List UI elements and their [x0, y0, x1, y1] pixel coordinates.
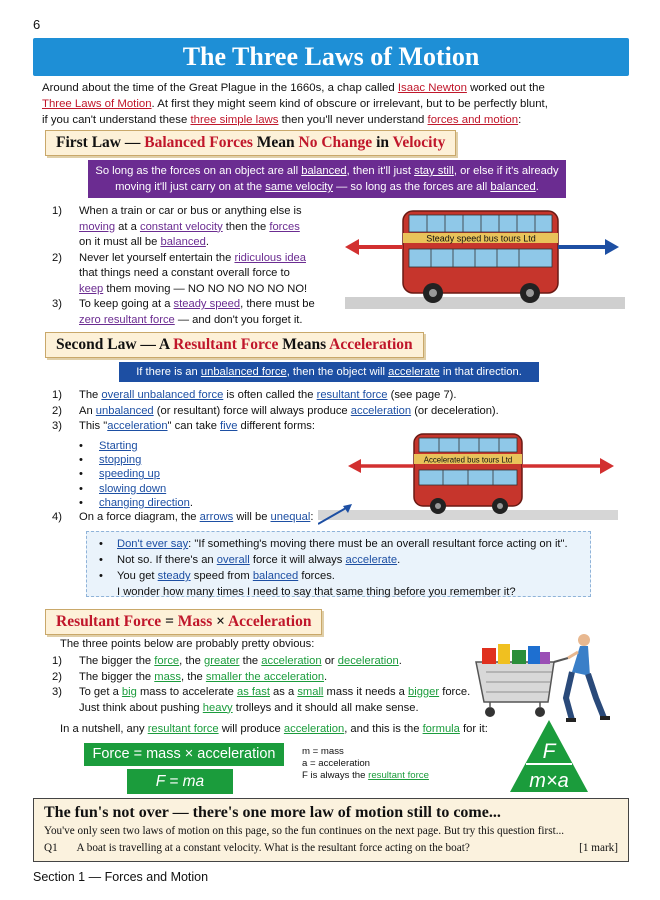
nutshell-line: In a nutshell, any resultant force will produce acceleration, and this is the formula for it: — [60, 723, 488, 735]
double-decker-bus — [414, 434, 522, 514]
second-law-heading: Second Law — A Resultant Force Means Acceleration — [45, 332, 424, 358]
list-item: • Not so. If there's an overall force it will always accelerate. — [97, 552, 580, 568]
triangle-mass-acceleration: m×a — [529, 770, 569, 792]
list-item: • You get steady speed from balanced forces. — [97, 568, 580, 584]
fun-box-text: You've only seen two laws of motion on this page, so the fun continues on the next page. But try this question first... — [44, 825, 565, 837]
formula-key — [302, 746, 429, 782]
first-law-statement: So long as the forces on an object are all balanced, then it'll just stay still, or else if it's already moving it'll just carry on at the same velocity — so long as the forces are all balanced. — [88, 160, 566, 198]
formula-triangle — [508, 718, 590, 794]
shopping-trolley — [476, 644, 568, 717]
resultant-lead: The three points below are probably pretty obvious: — [60, 638, 315, 650]
question-text: A boat is travelling at a constant velocity. What is the resultant force acting on the boat? — [76, 842, 470, 854]
list-item: 1) When a train or car or bus or anything else is moving at a constant velocity then the forces on it must all be balanced. — [52, 205, 302, 248]
key-acceleration: a = acceleration — [302, 758, 370, 769]
person-pushing — [566, 634, 610, 722]
key-mass: m = mass — [302, 746, 344, 757]
bus-sign: Accelerated bus tours Ltd — [423, 455, 513, 465]
list-item: • speeding up — [79, 467, 299, 481]
list-item: I wonder how many times I need to say that same thing before you remember it? — [117, 586, 516, 598]
road — [318, 510, 618, 520]
acceleration-forms — [79, 439, 299, 510]
second-law-points-top — [52, 388, 612, 435]
newton-link: Isaac Newton — [397, 82, 467, 94]
small-left-force-arrow — [348, 459, 414, 473]
page-number: 6 — [33, 17, 41, 32]
list-item: 4) On a force diagram, the arrows will be unequal: — [52, 511, 314, 523]
trolley-pusher-illustration — [472, 632, 612, 732]
list-item: 2) Never let yourself entertain the ridiculous idea that things need a constant overall force to keep them moving — NO NO NO NO NO NO! — [52, 251, 308, 295]
road — [345, 297, 625, 309]
section-footer: Section 1 — Forces and Motion — [33, 870, 209, 884]
list-item: • Don't ever say: "If something's moving there must be an overall resultant force acting on it". — [97, 536, 580, 552]
second-law-statement: If there is an unbalanced force, then the object will accelerate in that direction. — [119, 362, 539, 382]
resultant-points — [52, 654, 512, 716]
first-law-heading: First Law — Balanced Forces Mean No Change in Velocity — [45, 130, 456, 156]
list-item: 3) To get a big mass to accelerate as fast as a small mass it needs a bigger force. Just think about pushing heavy trolleys and it should all make sense. — [52, 686, 471, 714]
question-marks: [1 mark] — [579, 842, 618, 854]
common-mistake-box — [86, 531, 591, 597]
list-item: 3) This "acceleration" can take five different forms: — [52, 420, 315, 432]
fun-box-title: The fun's not over — there's one more law of motion still to come... — [44, 804, 501, 821]
list-item: • changing direction. — [79, 496, 299, 510]
double-decker-bus — [403, 211, 558, 303]
list-item: • stopping — [79, 453, 299, 467]
list-item: 2) An unbalanced (or resultant) force will always produce acceleration (or deceleration). — [52, 404, 499, 417]
list-item: • slowing down — [79, 482, 299, 496]
list-item: 1) The bigger the force, the greater the acceleration or deceleration. — [52, 655, 402, 667]
question-number: Q1 — [44, 842, 58, 854]
resultant-force-heading: Resultant Force = Mass × Acceleration — [45, 609, 322, 635]
accelerating-bus-illustration — [318, 430, 618, 528]
list-item: 1) The overall unbalanced force is often called the resultant force (see page 7). — [52, 389, 457, 401]
fun-box — [33, 798, 629, 862]
bus-sign: Steady speed bus tours Ltd — [426, 233, 536, 244]
list-item: 2) The bigger the mass, the smaller the acceleration. — [52, 670, 328, 683]
formula-words-box: Force = mass × acceleration — [84, 743, 284, 766]
list-item: 3) To keep going at a steady speed, there must be zero resultant force — and don't you forget it. — [52, 298, 315, 326]
page-title: The Three Laws of Motion — [33, 38, 629, 76]
list-item: • Starting — [79, 439, 299, 453]
right-force-arrow — [558, 239, 619, 255]
first-law-points — [52, 204, 352, 328]
large-right-force-arrow — [522, 458, 614, 474]
intro-paragraph: Around about the time of the Great Plague in the 1660s, a chap called Isaac Newton worked out the Three Laws of Motion. At first they might seem kind of obscure or irrelevant, but to be perfectly blunt, if you can't understand these three simple laws then you'll never understand forces and motion: — [42, 82, 548, 126]
triangle-force: F — [542, 740, 556, 763]
key-force: F is always the resultant force — [302, 770, 429, 781]
formula-short-box: F = ma — [127, 769, 233, 794]
steady-bus-illustration — [345, 205, 625, 320]
left-force-arrow — [345, 239, 403, 255]
question-row — [44, 840, 618, 857]
